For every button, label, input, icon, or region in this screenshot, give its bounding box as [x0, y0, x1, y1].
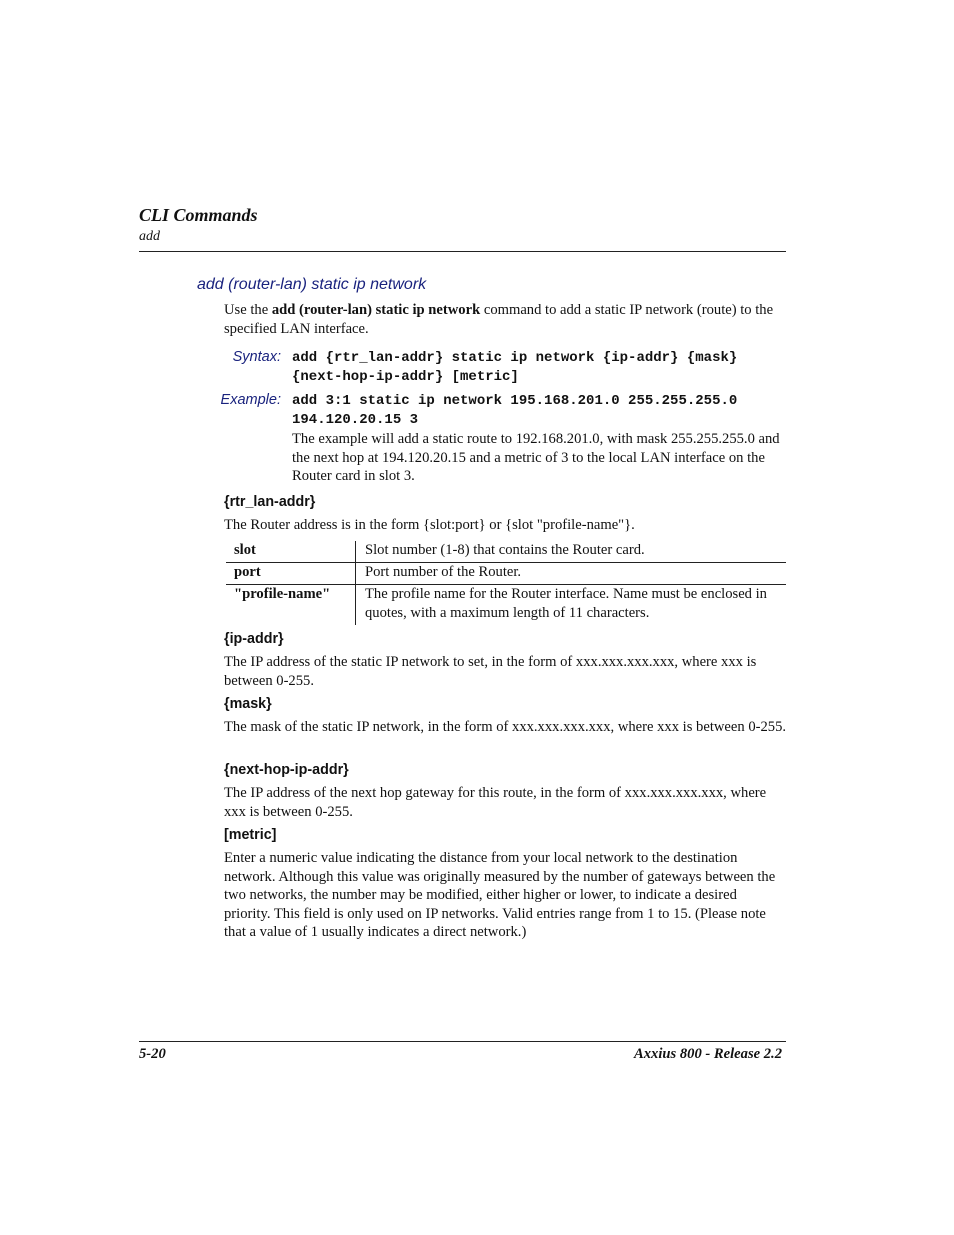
syntax-label: Syntax:: [232, 349, 281, 365]
param-mask-name: {mask}: [224, 696, 272, 712]
table-key: slot: [226, 541, 356, 563]
param-metric-name: [metric]: [224, 827, 277, 843]
param-ip-addr-desc: The IP address of the static IP network to set, in the form of xxx.xxx.xxx.xxx, where xxx is between 0-255.: [224, 654, 757, 689]
footer-rule: [139, 1041, 786, 1042]
example-line-1: add 3:1 static ip network 195.168.201.0 255.255.255.0: [292, 393, 738, 409]
section-title: add (router-lan) static ip network: [197, 276, 427, 293]
table-row: [226, 541, 786, 563]
param-metric-desc: Enter a numeric value indicating the distance from your local network to the destination network. Although this value was originally measured by the number of gateways between the two networks, the number may be modified, either higher or lower, to indicate a desired priority. This field is only used on IP networks. Valid entries range from 1 to 15. (Please note that a value of 1 usually indicates a direct network.): [224, 850, 776, 940]
chapter-title: CLI Commands: [139, 205, 258, 225]
intro-post: command to add a static IP network (route) to the specified LAN interface.: [224, 302, 774, 337]
param-mask-desc: The mask of the static IP network, in the form of xxx.xxx.xxx.xxx, where xxx is between 0-255.: [224, 719, 787, 735]
intro-pre: Use the: [224, 302, 272, 318]
example-description: The example will add a static route to 192.168.201.0, with mask 255.255.255.0 and the next hop at 194.120.20.15 and a metric of 3 to the local LAN interface on the Router card in slot 3.: [292, 431, 780, 484]
table-row: [226, 563, 786, 585]
table-value: Port number of the Router.: [356, 563, 787, 585]
param-rtr-lan-addr-name: {rtr_lan-addr}: [224, 494, 316, 510]
rtr-lan-addr-table: [226, 541, 786, 625]
chapter-subtitle: add: [139, 229, 160, 244]
param-rtr-lan-addr-desc: The Router address is in the form {slot:port} or {slot "profile-name"}.: [224, 517, 635, 533]
intro-command: add (router-lan) static ip network: [271, 302, 481, 318]
param-next-hop-name: {next-hop-ip-addr}: [224, 762, 349, 778]
table-row: [226, 585, 786, 626]
param-next-hop-desc: The IP address of the next hop gateway for this route, in the form of xxx.xxx.xxx.xxx, where xxx is between 0-255.: [224, 785, 767, 820]
table-value: Slot number (1-8) that contains the Router card.: [365, 542, 645, 558]
header-rule: [139, 251, 786, 252]
page-number: 5-20: [139, 1046, 166, 1062]
table-key: "profile-name": [226, 585, 356, 626]
example-line-2: 194.120.20.15 3: [292, 412, 419, 428]
param-ip-addr-name: {ip-addr}: [224, 631, 284, 647]
intro-paragraph: [224, 301, 786, 338]
table-value: The profile name for the Router interface. Name must be enclosed in quotes, with a maximum length of 11 characters.: [356, 585, 787, 626]
syntax-line-2: {next-hop-ip-addr} [metric]: [292, 369, 519, 385]
example-label: Example:: [220, 392, 281, 408]
syntax-line-1: add {rtr_lan-addr} static ip network {ip-addr} {mask}: [292, 350, 738, 366]
product-release: Axxius 800 - Release 2.2: [634, 1046, 782, 1062]
table-key: port: [226, 563, 356, 585]
